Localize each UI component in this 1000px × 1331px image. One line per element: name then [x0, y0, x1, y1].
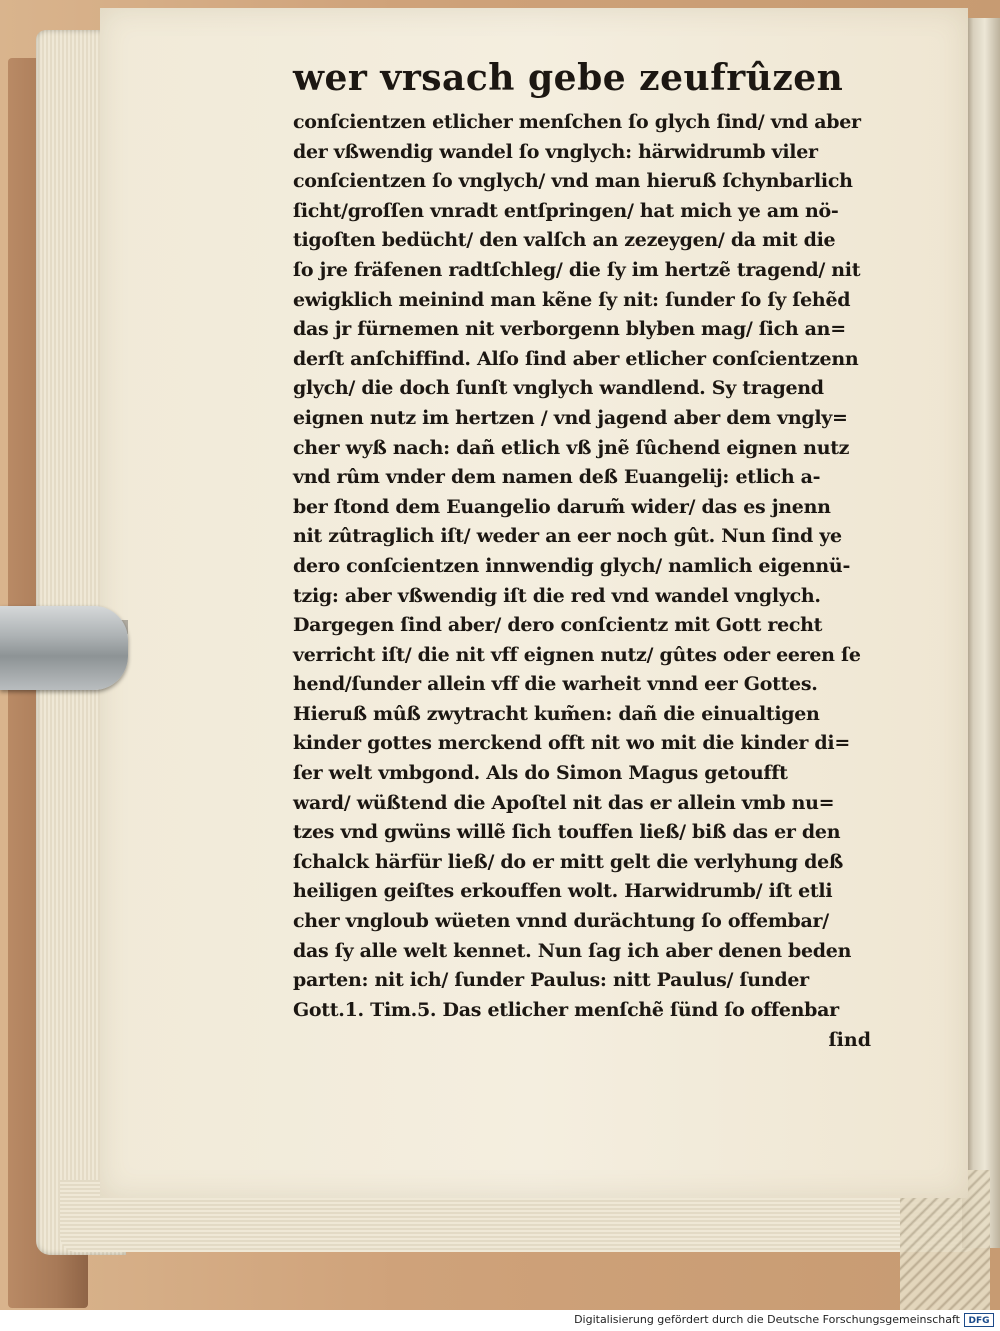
text-line: das ſy alle welt kennet. Nun ſag ich aber denen beden — [293, 939, 852, 962]
text-line: dero conſcientzen innwendig glych/ namlich eigennü- — [293, 554, 851, 577]
dfg-logo-icon: DFG — [964, 1313, 994, 1327]
text-line: tzig: aber vßwendig iſt die red vnd wandel vnglych. — [293, 584, 821, 607]
text-line: ſicht/groſſen vnradt entſpringen/ hat mich ye am nö- — [293, 199, 839, 222]
text-line: Gott.1. Tim.5. Das etlicher menſchẽ ſünd ſo offenbar — [293, 998, 839, 1021]
page-clamp — [0, 606, 128, 690]
text-line: conſcientzen ſo vnglych/ vnd man hieruß ſchynbarlich — [293, 170, 853, 193]
text-line: parten: nit ich/ ſunder Paulus: nitt Paulus/ ſunder — [293, 969, 809, 992]
text-line: Dargegen ſind aber/ dero conſcientz mit Gott recht — [293, 614, 823, 637]
footer-bar — [0, 1310, 1000, 1331]
text-line: ward/ wüßtend die Apoſtel nit das er allein vmb nu= — [293, 791, 835, 814]
text-line: eignen nutz im hertzen / vnd jagend aber dem vngly= — [293, 406, 848, 429]
text-line: der vßwendig wandel ſo vnglych: härwidrumb viler — [293, 140, 818, 163]
footer-credit: Digitalisierung gefördert durch die Deutsche Forschungsgemeinschaft — [574, 1313, 960, 1326]
text-line: glych/ die doch ſunſt vnglych wandlend. Sy tragend — [293, 377, 824, 400]
text-block — [293, 50, 893, 1055]
text-line: ewigklich meinind man kẽne ſy nit: ſunder ſo ſy ſehẽd — [293, 288, 851, 311]
running-head: wer vrsach gebe zeufrûzen — [293, 57, 844, 99]
text-line: ber ſtond dem Euangelio darum̃ wider/ das es jnenn — [293, 495, 831, 518]
text-line: conſcientzen etlicher menſchen ſo glych ſind/ vnd aber — [293, 111, 861, 133]
text-line: ſchalck härfür ließ/ do er mitt gelt die verlyhung deß — [293, 850, 844, 873]
text-line: cher vngloub wüeten vnnd durächtung ſo offembar/ — [293, 910, 829, 933]
text-line: Hieruß mûß zwytracht kum̃en: dañ die einualtigen — [293, 702, 820, 725]
text-line: vnd rûm vnder dem namen deß Euangelij: etlich a- — [293, 466, 821, 489]
text-line: tzes vnd gwüns willẽ ſich touffen ließ/ biß das er den — [293, 821, 841, 844]
text-line: derſt anſchiffind. Alſo ſind aber etlicher conſcientzenn — [293, 347, 859, 370]
text-line: verricht iſt/ die nit vff eignen nutz/ gûtes oder eeren ſe — [293, 643, 861, 666]
text-line: ſer welt vmbgond. Als do Simon Magus getoufft — [293, 762, 788, 785]
body-text — [293, 108, 893, 1025]
text-line: tigoſten bedücht/ den valſch an zezeygen/ da mit die — [293, 229, 836, 252]
text-line: das jr fürnemen nit verborgenn blyben mag/ ſich an= — [293, 318, 846, 341]
text-line: hend/ſunder allein vff die warheit vnnd eer Gottes. — [293, 673, 818, 696]
catchword: ſind — [828, 1029, 871, 1052]
text-line: heiligen geiſtes erkouffen wolt. Harwidrumb/ iſt etli — [293, 880, 833, 903]
text-line: cher wyß nach: dañ etlich vß jnẽ ſûchend eignen nutz — [293, 436, 850, 459]
text-line: kinder gottes merckend offt nit wo mit die kinder di= — [293, 732, 850, 755]
text-line: ſo jre fräfenen radtſchleg/ die ſy im hertzẽ tragend/ nit — [293, 258, 861, 281]
text-line: nit zûtraglich iſt/ weder an eer noch gût. Nun ſind ye — [293, 525, 842, 548]
